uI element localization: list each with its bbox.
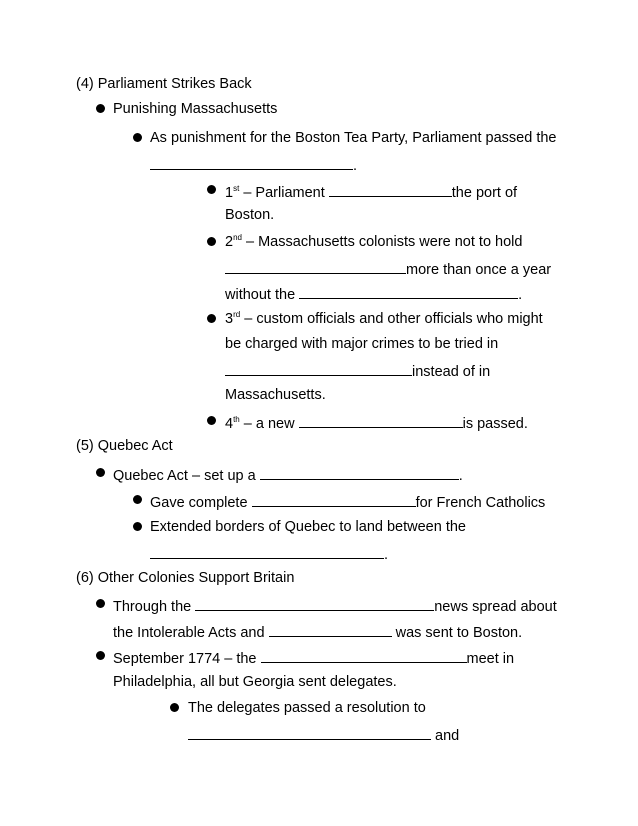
bullet-icon (96, 468, 105, 477)
bullet-icon (96, 104, 105, 113)
answer-blank[interactable] (261, 647, 467, 663)
section-5-heading: (5) Quebec Act (76, 438, 173, 454)
answer-blank[interactable] (225, 258, 406, 274)
bullet-icon (170, 703, 179, 712)
second-act-without-line: without the . (225, 283, 522, 304)
punishing-massachusetts: Punishing Massachusetts (113, 101, 278, 117)
answer-blank[interactable] (225, 360, 412, 376)
answer-blank[interactable] (329, 181, 452, 197)
answer-blank[interactable] (195, 595, 434, 611)
third-act-blank-line: instead of in (225, 360, 490, 381)
philadelphia-line: Philadelphia, all but Georgia sent delegates. (113, 674, 397, 690)
september-line: September 1774 – the meet in (113, 647, 514, 668)
quebec-setup-line: Quebec Act – set up a . (113, 464, 463, 485)
second-act-line: 2nd – Massachusetts colonists were not to hold (225, 233, 523, 250)
bullet-icon (96, 599, 105, 608)
section-4-heading: (4) Parliament Strikes Back (76, 76, 252, 92)
bullet-icon (207, 314, 216, 323)
bullet-icon (133, 522, 142, 531)
gave-complete-line: Gave complete for French Catholics (150, 491, 545, 512)
third-act-line: 3rd – custom officials and other officials who might (225, 310, 543, 327)
first-act-boston: Boston. (225, 207, 275, 223)
bullet-icon (207, 416, 216, 425)
punishment-blank-line: . (150, 154, 357, 175)
bullet-icon (207, 185, 216, 194)
first-act-line: 1st – Parliament the port of (225, 181, 517, 202)
through-line: Through the news spread about (113, 595, 557, 616)
delegates-blank-line: and (188, 724, 459, 745)
extended-blank-line: . (150, 543, 388, 564)
answer-blank[interactable] (299, 283, 518, 299)
answer-blank[interactable] (252, 491, 416, 507)
bullet-icon (133, 495, 142, 504)
answer-blank[interactable] (188, 724, 431, 740)
delegates-line: The delegates passed a resolution to (188, 700, 426, 716)
second-act-blank-line: more than once a year (225, 258, 551, 279)
intolerable-line: the Intolerable Acts and was sent to Boston. (113, 621, 522, 642)
bullet-icon (133, 133, 142, 142)
bullet-icon (96, 651, 105, 660)
punishment-text: As punishment for the Boston Tea Party, Parliament passed the (150, 130, 557, 146)
answer-blank[interactable] (269, 621, 392, 637)
answer-blank[interactable] (150, 154, 353, 170)
answer-blank[interactable] (150, 543, 384, 559)
bullet-icon (207, 237, 216, 246)
third-act-charged: be charged with major crimes to be tried in (225, 336, 499, 352)
section-6-heading: (6) Other Colonies Support Britain (76, 570, 295, 586)
answer-blank[interactable] (260, 464, 459, 480)
answer-blank[interactable] (299, 412, 463, 428)
third-act-massachusetts: Massachusetts. (225, 387, 326, 403)
extended-borders: Extended borders of Quebec to land between the (150, 519, 466, 535)
fourth-act-line: 4th – a new is passed. (225, 412, 528, 433)
